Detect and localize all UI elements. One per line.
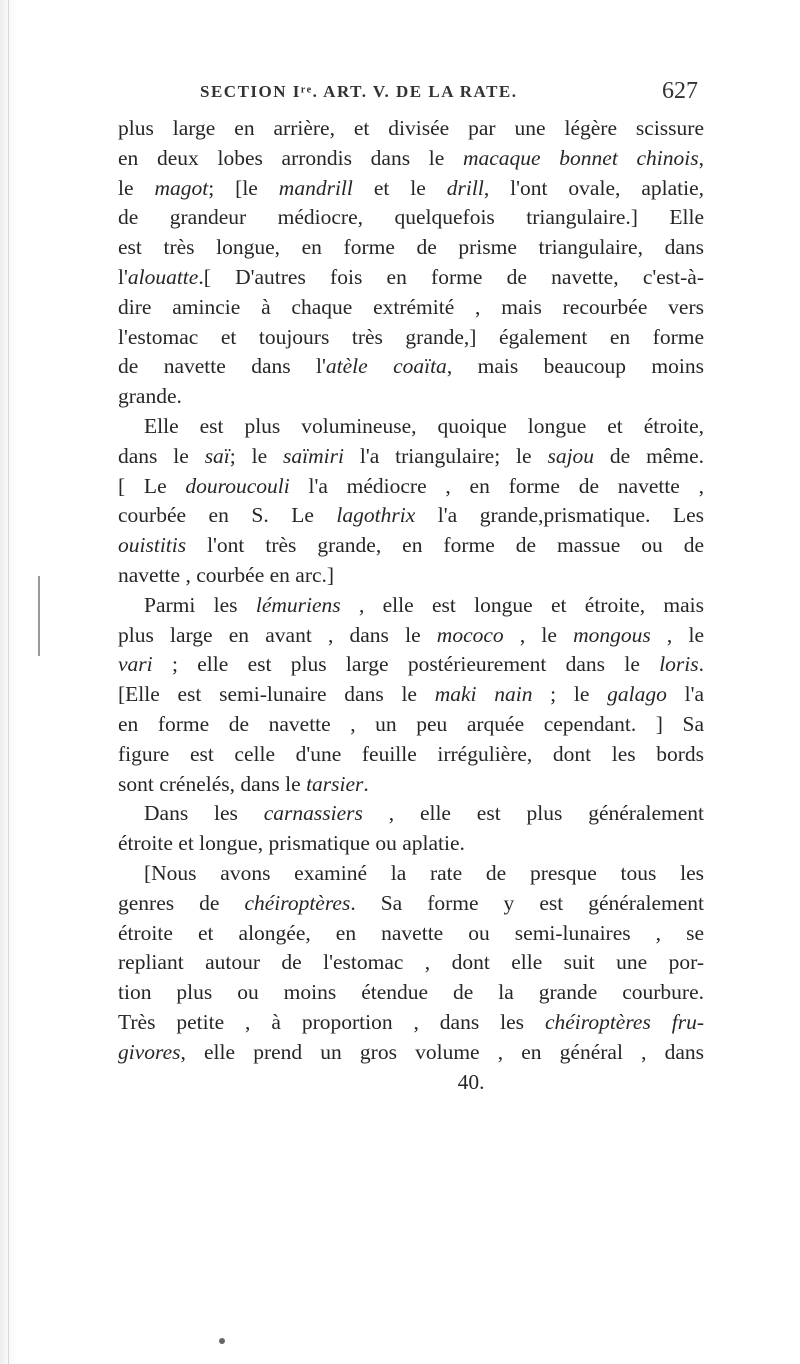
text-run: , le	[650, 622, 704, 647]
text-run: , elle est longue et étroite, mais	[340, 592, 704, 617]
text-run: étroite et alongée, en navette ou semi-lunaires , se	[118, 920, 704, 945]
text-run: en forme de navette , un peu arquée cependant. ] Sa	[118, 711, 704, 736]
text-line	[118, 323, 704, 353]
text-run: Dans les	[144, 801, 264, 826]
italic-term: ouistitis	[118, 533, 187, 558]
text-run: , elle est plus généralement	[362, 801, 704, 826]
italic-term: douroucouli	[185, 473, 290, 498]
italic-term: vari	[118, 652, 153, 677]
text-line	[118, 442, 704, 472]
text-run: dans le	[118, 443, 205, 468]
italic-term: tarsier	[306, 771, 364, 796]
italic-term: lémuriens	[255, 592, 341, 617]
text-line	[118, 233, 704, 263]
text-line	[118, 1068, 704, 1098]
text-line	[118, 710, 704, 740]
text-line	[118, 1038, 704, 1068]
text-run: ; elle est plus large postérieurement dans le	[152, 652, 660, 677]
text-run: , elle prend un gros volume , en général , dans	[180, 1039, 704, 1064]
body-text	[118, 114, 704, 1097]
italic-term: saï	[204, 443, 230, 468]
italic-term: galago	[607, 682, 667, 707]
text-run: , l'ont ovale, aplatie,	[483, 175, 704, 200]
text-run: Très petite , à proportion , dans les	[118, 1009, 545, 1034]
italic-term: loris	[659, 652, 699, 677]
italic-term: saïmiri	[283, 443, 344, 468]
text-run: sont crénelés, dans le	[118, 771, 307, 796]
text-run: tion plus ou moins étendue de la grande courbure.	[118, 980, 704, 1005]
text-run: l'a triangulaire; le	[343, 443, 548, 468]
text-line	[118, 263, 704, 293]
text-line	[118, 561, 704, 591]
italic-term: atèle coaïta	[325, 354, 447, 379]
text-run: .[ D'autres fois en forme de navette, c'est-à-	[198, 264, 704, 289]
text-run: dire amincie à chaque extrémité , mais recourbée vers	[118, 294, 704, 319]
text-run: [ Le	[118, 473, 186, 498]
text-run: genres de	[118, 890, 245, 915]
text-line	[118, 978, 704, 1008]
italic-term: carnassiers	[263, 801, 363, 826]
margin-pencil-mark	[38, 576, 40, 656]
text-line	[118, 680, 704, 710]
text-run: , le	[503, 622, 574, 647]
text-line	[118, 174, 704, 204]
running-head	[200, 78, 700, 112]
text-line	[118, 472, 704, 502]
text-run: courbée en S. Le	[118, 503, 337, 528]
page-number: 627	[662, 78, 698, 104]
binding-gutter	[8, 0, 9, 1364]
text-run: navette , courbée en arc.]	[118, 562, 335, 587]
italic-term: chéiroptères fru-	[544, 1009, 704, 1034]
italic-term: sajou	[547, 443, 595, 468]
text-run: l'a grande,prismatique. Les	[415, 503, 704, 528]
text-line	[118, 144, 704, 174]
text-line	[118, 859, 704, 889]
text-run: 40.	[457, 1069, 485, 1094]
text-run: étroite et longue, prismatique ou aplatie.	[118, 831, 465, 856]
italic-term: magot	[154, 175, 209, 200]
text-line	[118, 650, 704, 680]
italic-term: maki nain	[434, 682, 533, 707]
text-run: Parmi les	[144, 592, 256, 617]
text-run: ; le	[229, 443, 284, 468]
italic-term: macaque bonnet chinois	[462, 145, 699, 170]
text-run: . Sa forme y est généralement	[350, 890, 704, 915]
text-line	[118, 829, 704, 859]
text-run: plus large en arrière, et divisée par une légère scissure	[118, 116, 704, 140]
italic-term: mongous	[573, 622, 651, 647]
text-line	[118, 889, 704, 919]
text-line	[118, 799, 704, 829]
italic-term: givores	[118, 1039, 181, 1064]
text-run: l'a	[666, 682, 704, 707]
text-line	[118, 740, 704, 770]
text-run: l'ont très grande, en forme de massue ou de	[186, 533, 704, 558]
text-line	[118, 770, 704, 800]
text-run: en deux lobes arrondis dans le	[118, 145, 463, 170]
ink-speck	[219, 1338, 225, 1344]
text-line	[118, 919, 704, 949]
italic-term: lagothrix	[336, 503, 416, 528]
text-run: grande.	[118, 384, 182, 409]
text-line	[118, 412, 704, 442]
text-line	[118, 293, 704, 323]
text-run: Elle est plus volumineuse, quoique longue et étroite,	[144, 413, 704, 438]
italic-term: chéiroptères	[244, 890, 351, 915]
text-run: ,	[698, 145, 704, 170]
text-line	[118, 352, 704, 382]
text-line	[118, 591, 704, 621]
text-line	[118, 382, 704, 412]
text-line	[118, 203, 704, 233]
text-run: plus large en avant , dans le	[118, 622, 437, 647]
text-run: le	[118, 175, 155, 200]
text-line	[118, 621, 704, 651]
text-run: ; le	[532, 682, 608, 707]
text-line	[118, 1008, 704, 1038]
italic-term: drill	[446, 175, 484, 200]
text-run: .	[363, 771, 369, 796]
italic-term: mococo	[436, 622, 504, 647]
text-run: l'estomac et toujours très grande,] également en forme	[118, 324, 704, 349]
text-run: ; [le	[208, 175, 279, 200]
text-run: .	[698, 652, 704, 677]
text-run: l'	[118, 264, 128, 289]
running-head-title: SECTION Iʳᵉ. ART. V. DE LA RATE.	[200, 82, 518, 101]
text-run: l'a médiocre , en forme de navette ,	[289, 473, 704, 498]
text-run: de grandeur médiocre, quelquefois triangulaire.] Elle	[118, 205, 704, 230]
text-line	[118, 501, 704, 531]
text-line	[118, 948, 704, 978]
text-run: , mais beaucoup moins	[446, 354, 704, 379]
text-run: figure est celle d'une feuille irrégulière, dont les bords	[118, 741, 704, 766]
text-run: et le	[352, 175, 447, 200]
text-run: repliant autour de l'estomac , dont elle suit une por-	[118, 950, 704, 975]
text-run: [Nous avons examiné la rate de presque tous les	[144, 860, 704, 885]
text-run: de navette dans l'	[118, 354, 326, 379]
italic-term: alouatte	[127, 264, 199, 289]
text-run: de même.	[594, 443, 704, 468]
text-line	[118, 114, 704, 144]
text-run: est très longue, en forme de prisme triangulaire, dans	[118, 235, 704, 260]
text-run: [Elle est semi-lunaire dans le	[118, 682, 435, 707]
text-line	[118, 531, 704, 561]
italic-term: mandrill	[278, 175, 353, 200]
